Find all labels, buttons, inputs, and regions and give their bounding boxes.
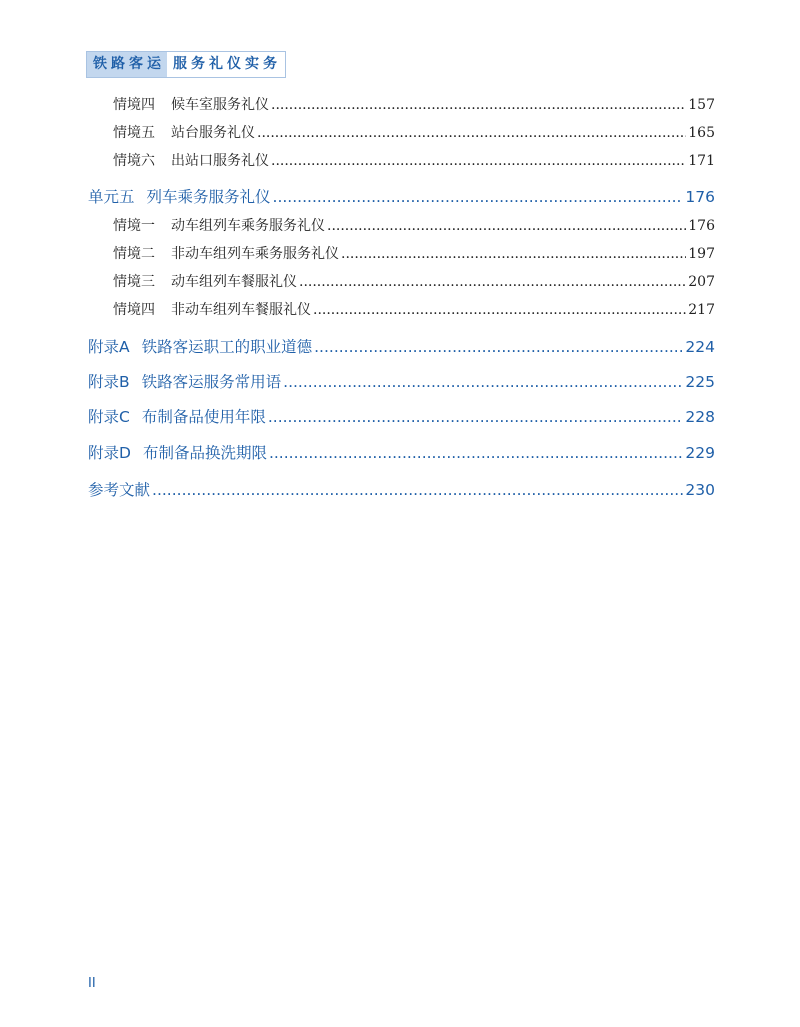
toc-entry[interactable] (113, 243, 715, 263)
toc-leader-dots (299, 274, 686, 290)
toc-entry-page: 165 (688, 125, 715, 141)
toc-entry-page: 171 (688, 153, 715, 169)
toc-entry-label: 情境四 (113, 97, 155, 113)
toc-entry-title: 动车组列车餐服礼仪 (171, 274, 297, 290)
toc-leader-dots (341, 246, 686, 262)
toc-entry-title: 铁路客运服务常用语 (141, 373, 282, 391)
toc-entry-page: 225 (685, 373, 715, 391)
toc-entry-label: 附录A (88, 338, 130, 356)
toc-entry[interactable] (113, 215, 715, 235)
toc-references-entry[interactable] (88, 478, 715, 500)
toc-entry-title: 铁路客运职工的职业道德 (141, 338, 313, 356)
toc-entry-page: 229 (685, 444, 715, 462)
toc-entry[interactable] (113, 150, 715, 170)
toc-appendix-entry[interactable] (88, 370, 715, 392)
toc-entry[interactable] (113, 271, 715, 291)
toc-entry-page: 217 (688, 302, 715, 318)
toc-entry-label: 单元五 (88, 188, 135, 206)
toc-entry-page: 157 (688, 97, 715, 113)
running-header-book-title: 服务礼仪实务 (167, 52, 285, 77)
page-number: II (88, 976, 96, 991)
toc-entry-label: 情境三 (113, 274, 155, 290)
toc-entry-title: 动车组列车乘务服务礼仪 (171, 218, 325, 234)
toc-entry-page: 207 (688, 274, 715, 290)
toc-entry-title: 布制备品使用年限 (141, 408, 266, 426)
toc-leader-dots (271, 97, 686, 113)
toc-entry-title: 列车乘务服务礼仪 (146, 188, 271, 206)
toc-entry-title: 候车室服务礼仪 (171, 97, 269, 113)
running-header (86, 51, 286, 78)
toc-entry-title: 非动车组列车乘务服务礼仪 (171, 246, 339, 262)
toc-leader-dots (283, 373, 683, 391)
toc-appendix-entry[interactable] (88, 405, 715, 427)
toc-entry-label: 情境五 (113, 125, 155, 141)
toc-appendix-entry[interactable] (88, 441, 715, 463)
toc-entry-page: 228 (685, 408, 715, 426)
toc-leader-dots (152, 481, 683, 499)
toc-leader-dots (268, 408, 684, 426)
toc-entry-label: 附录C (88, 408, 130, 426)
toc-entry-title: 参考文献 (88, 481, 151, 499)
toc-entry-title: 出站口服务礼仪 (171, 153, 269, 169)
toc-appendix-entry[interactable] (88, 335, 715, 357)
toc-entry-label: 附录D (88, 444, 131, 462)
toc-leader-dots (273, 188, 684, 206)
toc-entry-page: 197 (688, 246, 715, 262)
toc-entry[interactable] (113, 94, 715, 114)
toc-leader-dots (327, 218, 686, 234)
toc-entry-title: 非动车组列车餐服礼仪 (171, 302, 311, 318)
toc-entry-title: 布制备品换洗期限 (142, 444, 267, 462)
toc-entry-label: 情境二 (113, 246, 155, 262)
toc-unit-entry[interactable] (88, 185, 715, 207)
toc-leader-dots (257, 125, 686, 141)
toc-entry-page: 176 (688, 218, 715, 234)
toc-entry-page: 176 (685, 188, 715, 206)
toc-entry[interactable] (113, 299, 715, 319)
toc-entry[interactable] (113, 122, 715, 142)
running-header-series: 铁路客运 (87, 52, 167, 77)
toc-entry-label: 情境四 (113, 302, 155, 318)
toc-entry-title: 站台服务礼仪 (171, 125, 255, 141)
toc-leader-dots (313, 302, 686, 318)
toc-entry-page: 224 (685, 338, 715, 356)
toc-entry-label: 情境一 (113, 218, 155, 234)
toc-entry-page: 230 (685, 481, 715, 499)
toc-leader-dots (269, 444, 683, 462)
toc-entry-label: 附录B (88, 373, 130, 391)
toc-entry-label: 情境六 (113, 153, 155, 169)
toc-leader-dots (314, 338, 683, 356)
toc-leader-dots (271, 153, 686, 169)
